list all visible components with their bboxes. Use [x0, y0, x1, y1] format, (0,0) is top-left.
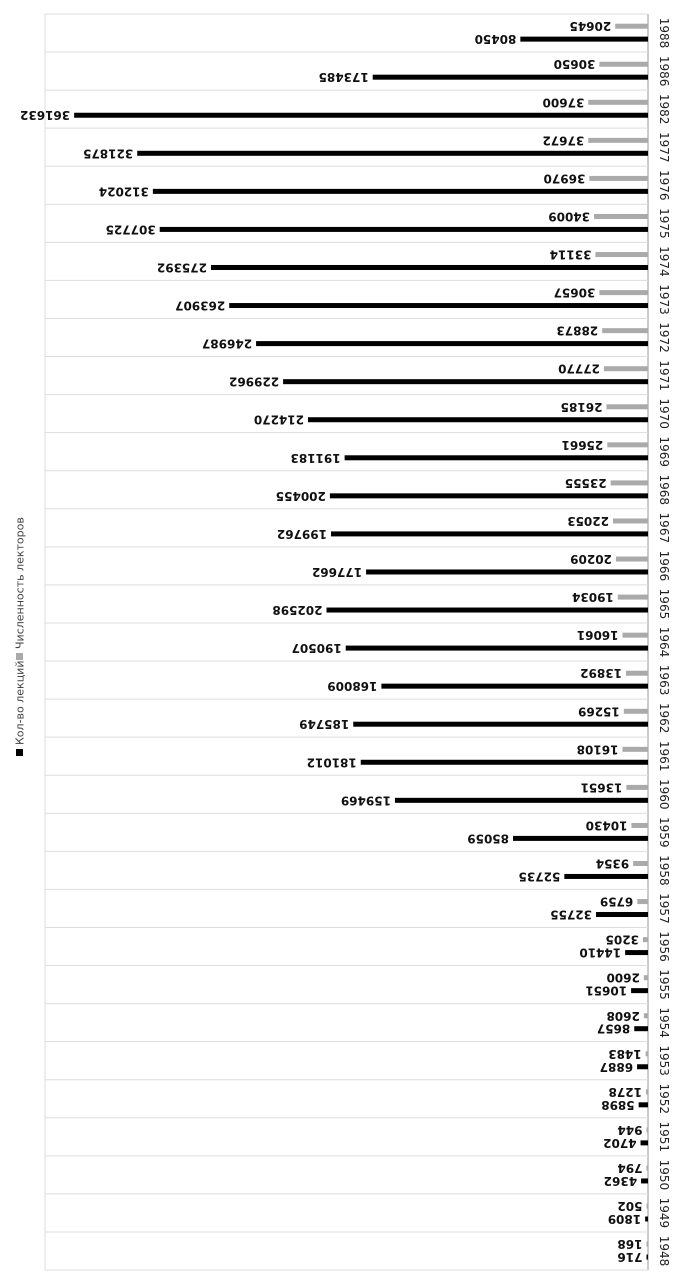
- data-label-lecturers: 20645: [569, 19, 612, 34]
- data-label-lectures: 4702: [603, 1135, 637, 1150]
- bar-lecturers: [588, 138, 648, 143]
- bar-lecturers: [618, 595, 648, 600]
- data-label-lectures: 199762: [276, 526, 328, 541]
- category-tick-label: 1957: [657, 893, 671, 924]
- data-label-lectures: 52735: [518, 869, 561, 884]
- category-tick-label: 1949: [657, 1197, 671, 1229]
- data-label-lectures: 246987: [201, 336, 253, 351]
- category-tick-label: 1971: [657, 360, 671, 391]
- category-tick-label: 1958: [657, 855, 671, 886]
- bar-lecturers: [611, 480, 648, 485]
- data-label-lectures: 275392: [156, 260, 207, 275]
- bar-lecturers: [589, 176, 648, 181]
- legend-swatch-lecturers: [16, 653, 23, 660]
- bar-lectures: [229, 303, 648, 308]
- category-tick-label: 1968: [657, 474, 671, 506]
- data-label-lectures: 159469: [340, 793, 391, 808]
- category-tick-label: 1960: [657, 778, 671, 810]
- bar-lectures: [373, 75, 648, 80]
- legend-label-lectures: Кол-во лекций: [13, 660, 27, 745]
- data-label-lectures: 5898: [601, 1097, 635, 1112]
- category-tick-label: 1976: [657, 169, 671, 201]
- bar-lecturers: [604, 366, 648, 371]
- data-label-lecturers: 27770: [558, 361, 600, 376]
- bar-lectures: [256, 341, 648, 346]
- bar-lectures: [346, 646, 648, 651]
- data-label-lecturers: 28873: [556, 323, 599, 338]
- bar-lecturers: [624, 709, 648, 714]
- bar-lecturers: [626, 671, 648, 676]
- data-label-lecturers: 944: [617, 1122, 643, 1137]
- category-tick-label: 1977: [657, 131, 671, 163]
- data-label-lectures: 202598: [272, 603, 323, 618]
- data-label-lecturers: 22053: [567, 513, 610, 528]
- bar-lecturers: [607, 442, 648, 447]
- bar-lectures: [331, 531, 648, 536]
- bar-lectures: [641, 1178, 648, 1183]
- category-tick-label: 1970: [657, 398, 671, 429]
- category-tick-label: 1955: [657, 969, 671, 1000]
- bar-lectures: [308, 417, 648, 422]
- category-tick-label: 1951: [657, 1121, 671, 1153]
- data-label-lecturers: 502: [617, 1199, 643, 1214]
- bar-lecturers: [646, 1089, 648, 1094]
- bar-lectures: [137, 151, 648, 156]
- category-tick-label: 1950: [657, 1159, 671, 1191]
- bar-lecturers: [602, 328, 648, 333]
- bar-lectures: [596, 912, 648, 917]
- data-label-lectures: 6887: [599, 1059, 634, 1074]
- bar-lectures: [160, 227, 648, 232]
- category-tick-label: 1961: [657, 740, 671, 772]
- bar-lecturers: [644, 1013, 648, 1018]
- bar-lecturers: [616, 557, 648, 562]
- category-tick-label: 1973: [657, 284, 671, 315]
- category-tick-label: 1964: [657, 626, 671, 658]
- data-label-lectures: 185749: [299, 717, 350, 732]
- data-label-lectures: 4362: [603, 1173, 638, 1188]
- data-label-lectures: 85059: [467, 831, 510, 846]
- category-tick-label: 1974: [657, 246, 671, 277]
- data-label-lecturers: 1483: [608, 1046, 642, 1061]
- data-label-lectures: 361632: [20, 108, 71, 123]
- bar-lecturers: [647, 1242, 649, 1247]
- data-label-lectures: 263907: [175, 298, 226, 313]
- category-tick-label: 1959: [657, 817, 671, 848]
- legend-label-lecturers: Численность лекторов: [13, 517, 27, 649]
- data-label-lecturers: 30657: [553, 285, 596, 300]
- data-label-lecturers: 20209: [570, 552, 612, 567]
- bar-lectures: [381, 684, 648, 689]
- data-label-lectures: 1809: [607, 1211, 642, 1226]
- bar-lectures: [345, 455, 648, 460]
- bar-lecturers: [622, 747, 648, 752]
- data-label-lecturers: 37600: [542, 95, 585, 110]
- bar-lectures: [327, 608, 648, 613]
- legend: [14, 517, 27, 756]
- bar-lecturers: [626, 785, 648, 790]
- data-label-lecturers: 34009: [548, 209, 591, 224]
- bar-lecturers: [631, 823, 648, 828]
- bar-lectures: [625, 950, 648, 955]
- data-label-lecturers: 19034: [572, 590, 614, 605]
- category-tick-label: 1965: [657, 588, 671, 620]
- data-label-lectures: 321875: [83, 146, 134, 161]
- bar-lecturers: [637, 899, 648, 904]
- category-tick-label: 1967: [657, 512, 671, 544]
- bar-lectures: [639, 1102, 648, 1107]
- category-ticks: [657, 18, 671, 1266]
- data-label-lectures: 181012: [306, 755, 357, 770]
- bar-lectures: [283, 379, 648, 384]
- category-tick-label: 1962: [657, 702, 671, 734]
- data-label-lecturers: 23555: [564, 475, 607, 490]
- data-label-lectures: 307725: [105, 222, 156, 237]
- bars: [74, 24, 648, 1260]
- bar-lecturers: [647, 1204, 649, 1209]
- bar-lectures: [361, 760, 648, 765]
- bar-lecturers: [647, 1165, 649, 1170]
- data-label-lecturers: 25661: [561, 437, 604, 452]
- category-tick-label: 1982: [657, 93, 671, 125]
- data-label-lectures: 229962: [228, 374, 280, 389]
- bar-lectures: [153, 189, 648, 194]
- bar-lectures: [564, 874, 648, 879]
- category-tick-label: 1956: [657, 931, 671, 962]
- data-label-lecturers: 16108: [576, 742, 619, 757]
- category-tick-label: 1986: [657, 55, 671, 87]
- data-label-lectures: 716: [617, 1250, 643, 1265]
- bar-lecturers: [643, 937, 648, 942]
- legend-box: [14, 517, 27, 756]
- data-label-lectures: 191183: [290, 450, 341, 465]
- bar-lectures: [520, 37, 648, 42]
- data-label-lectures: 190507: [291, 641, 342, 656]
- data-label-lectures: 10651: [585, 983, 628, 998]
- data-label-lecturers: 6759: [599, 894, 634, 909]
- bar-lecturers: [599, 62, 648, 67]
- data-label-lecturers: 2608: [606, 1008, 640, 1023]
- bar-lectures: [637, 1064, 648, 1069]
- data-label-lectures: 177662: [311, 564, 363, 579]
- bar-lecturers: [633, 861, 648, 866]
- data-label-lecturers: 3205: [605, 932, 639, 947]
- data-label-lecturers: 10430: [585, 818, 628, 833]
- bar-lectures: [366, 569, 648, 574]
- bar-lecturers: [613, 518, 648, 523]
- bar-lectures: [631, 988, 648, 993]
- category-tick-label: 1969: [657, 436, 671, 467]
- data-label-lecturers: 30650: [553, 57, 596, 72]
- data-label-lectures: 173485: [318, 70, 369, 85]
- bar-lecturers: [646, 1051, 648, 1056]
- bar-lecturers: [623, 633, 648, 638]
- data-label-lectures: 168009: [327, 679, 378, 694]
- bar-lecturers: [594, 214, 648, 219]
- grid-lines: [45, 14, 648, 1270]
- data-label-lectures: 8657: [596, 1021, 631, 1036]
- category-tick-label: 1975: [657, 208, 671, 239]
- bar-lecturers: [606, 404, 648, 409]
- data-label-lectures: 80450: [474, 32, 517, 47]
- data-label-lectures: 32755: [550, 907, 593, 922]
- category-tick-label: 1972: [657, 322, 671, 353]
- category-tick-label: 1954: [657, 1007, 671, 1038]
- data-label-lecturers: 33114: [549, 247, 592, 262]
- data-label-lecturers: 37672: [542, 133, 585, 148]
- data-label-lecturers: 16061: [576, 628, 619, 643]
- bar-lecturers: [595, 252, 648, 257]
- category-tick-label: 1952: [657, 1083, 671, 1115]
- bar-lecturers: [599, 290, 648, 295]
- bar-lectures: [647, 1255, 649, 1260]
- data-label-lecturers: 13651: [580, 780, 623, 795]
- category-tick-label: 1988: [657, 17, 671, 49]
- data-label-lecturers: 2600: [606, 970, 640, 985]
- bar-lecturers: [647, 1127, 649, 1132]
- data-label-lecturers: 15269: [578, 704, 620, 719]
- bar-lectures: [211, 265, 648, 270]
- bar-lectures: [641, 1140, 648, 1145]
- data-label-lectures: 312024: [98, 184, 149, 199]
- bar-lecturers: [615, 24, 648, 29]
- bar-lecturers: [588, 100, 648, 105]
- bar-lectures: [645, 1216, 648, 1221]
- bar-lectures: [330, 493, 648, 498]
- data-label-lecturers: 13892: [580, 666, 622, 681]
- bar-lectures: [395, 798, 648, 803]
- data-label-lectures: 200455: [275, 488, 326, 503]
- bar-lectures: [353, 722, 648, 727]
- category-tick-label: 1948: [657, 1235, 671, 1267]
- category-tick-label: 1966: [657, 550, 671, 582]
- category-tick-label: 1963: [657, 664, 671, 696]
- data-label-lecturers: 168: [617, 1237, 643, 1252]
- data-label-lectures: 14410: [579, 945, 622, 960]
- data-label-lecturers: 9354: [595, 856, 630, 871]
- category-tick-label: 1953: [657, 1045, 671, 1076]
- bar-lectures: [634, 1026, 648, 1031]
- bar-lectures: [74, 113, 648, 118]
- data-label-lecturers: 26185: [560, 399, 603, 414]
- data-labels: [20, 19, 642, 1264]
- bar-lectures: [513, 836, 648, 841]
- data-label-lecturers: 36970: [543, 171, 586, 186]
- data-label-lecturers: 794: [617, 1160, 643, 1175]
- legend-swatch-lectures: [16, 749, 23, 756]
- bar-lecturers: [644, 975, 648, 980]
- data-label-lectures: 214270: [253, 412, 304, 427]
- data-label-lecturers: 1278: [608, 1084, 642, 1099]
